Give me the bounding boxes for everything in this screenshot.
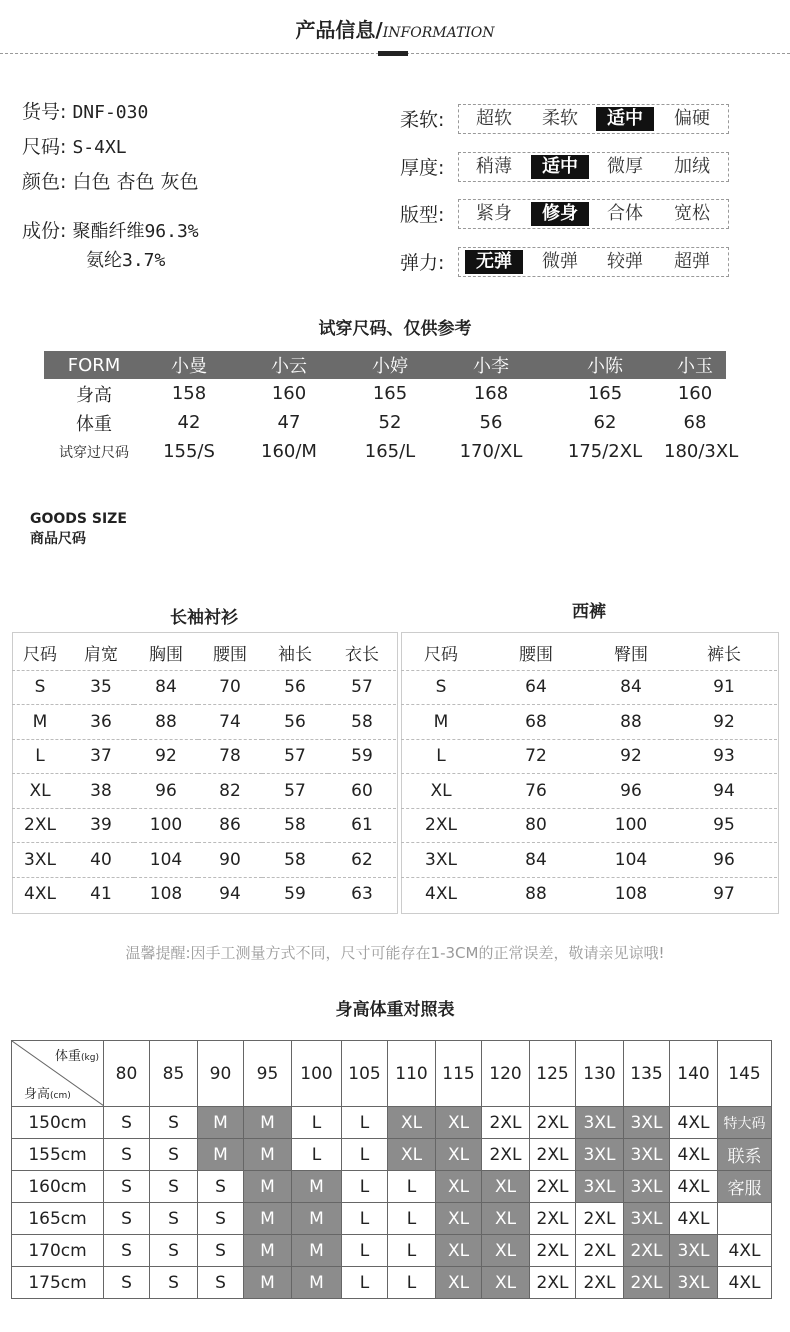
chart-size-cell: S xyxy=(150,1267,198,1299)
attribute-label: 厚度: xyxy=(400,157,445,179)
chart-size-cell: XL xyxy=(388,1139,436,1171)
chart-size-cell: S xyxy=(150,1107,198,1139)
tryon-cell: 165 xyxy=(372,383,408,404)
title-en: INFORMATION xyxy=(382,25,495,41)
chart-size-cell: L xyxy=(388,1203,436,1235)
shirt-header-cell: 腰围 xyxy=(213,645,247,666)
shirt-row xyxy=(12,670,396,705)
chart-size-cell: 4XL xyxy=(718,1235,772,1267)
shirt-value-cell: 82 xyxy=(198,774,262,809)
chart-weight-header: 80 xyxy=(104,1041,150,1107)
chart-size-cell: S xyxy=(198,1171,244,1203)
pants-value-cell: 84 xyxy=(591,670,671,705)
tryon-row xyxy=(44,379,726,408)
material-value-2: 氨纶3.7% xyxy=(86,250,166,271)
chart-row xyxy=(12,1203,772,1235)
goods-size-cn: 商品尺码 xyxy=(30,531,86,547)
attribute-scale xyxy=(458,152,729,182)
chart-size-cell: 2XL xyxy=(576,1235,624,1267)
attribute-scale xyxy=(458,247,729,277)
shirt-value-cell: 59 xyxy=(328,739,396,774)
shirt-size-cell: XL xyxy=(12,774,68,809)
shirt-value-cell: 35 xyxy=(68,670,134,705)
shirt-value-cell: 56 xyxy=(262,705,328,740)
chart-size-cell: S xyxy=(104,1107,150,1139)
attribute-scale xyxy=(458,104,729,134)
chart-size-cell: L xyxy=(292,1107,342,1139)
shirt-size-table xyxy=(12,636,396,911)
shirt-size-cell: 4XL xyxy=(12,877,68,911)
material-row xyxy=(22,216,199,243)
chart-size-cell: M xyxy=(244,1139,292,1171)
chart-size-cell: XL xyxy=(482,1267,530,1299)
pants-value-cell: 76 xyxy=(481,774,591,809)
corner-weight-text: 体重 xyxy=(55,1049,82,1064)
chart-size-cell: S xyxy=(150,1235,198,1267)
shirt-value-cell: 61 xyxy=(328,808,396,843)
chart-size-cell: M xyxy=(292,1267,342,1299)
attribute-option-selected: 适中 xyxy=(531,155,589,179)
shirt-size-cell: L xyxy=(12,739,68,774)
pants-header-cell: 裤长 xyxy=(707,645,741,666)
pants-row xyxy=(401,670,777,705)
material-label: 成份: xyxy=(22,220,67,242)
attribute-option: 加绒 xyxy=(674,156,710,177)
tryon-header-model: 小玉 xyxy=(664,351,726,379)
shirt-header-cell: 胸围 xyxy=(149,645,183,666)
chart-size-cell: XL xyxy=(388,1107,436,1139)
pants-size-cell: S xyxy=(401,670,481,705)
chart-size-cell: 3XL xyxy=(624,1171,670,1203)
chart-height-cell: 170cm xyxy=(12,1235,104,1267)
tryon-cell: 160 xyxy=(271,383,307,404)
pants-size-cell: L xyxy=(401,739,481,774)
attribute-option-selected: 适中 xyxy=(596,107,654,131)
tryon-header-model: 小曼 xyxy=(144,351,234,379)
tryon-cell: 56 xyxy=(479,412,503,433)
pants-value-cell: 100 xyxy=(591,808,671,843)
shirt-value-cell: 78 xyxy=(198,739,262,774)
pants-value-cell: 96 xyxy=(671,843,777,878)
size-row xyxy=(22,132,127,159)
chart-size-cell: 2XL xyxy=(530,1107,576,1139)
chart-size-cell: S xyxy=(150,1139,198,1171)
attribute-option: 超弹 xyxy=(674,251,710,272)
item-number-label: 货号: xyxy=(22,101,67,123)
attribute-option: 超软 xyxy=(476,108,512,129)
chart-size-cell: 2XL xyxy=(530,1171,576,1203)
shirt-value-cell: 62 xyxy=(328,843,396,878)
chart-size-cell: 2XL xyxy=(576,1203,624,1235)
chart-size-cell: 3XL xyxy=(670,1267,718,1299)
chart-weight-header: 145 xyxy=(718,1041,772,1107)
chart-size-cell: S xyxy=(198,1203,244,1235)
attribute-option: 稍薄 xyxy=(476,156,512,177)
shirt-value-cell: 58 xyxy=(262,843,328,878)
attribute-option: 微弹 xyxy=(542,251,578,272)
chart-size-cell: M xyxy=(244,1107,292,1139)
tryon-cell: 62 xyxy=(593,412,617,433)
chart-size-cell: 2XL xyxy=(482,1139,530,1171)
tryon-header-form: FORM xyxy=(44,351,144,379)
tryon-cell: 68 xyxy=(683,412,707,433)
shirt-value-cell: 86 xyxy=(198,808,262,843)
shirt-value-cell: 90 xyxy=(198,843,262,878)
shirt-size-cell: 2XL xyxy=(12,808,68,843)
attribute-label: 弹力: xyxy=(400,252,445,274)
chart-height-cell: 175cm xyxy=(12,1267,104,1299)
chart-size-cell: S xyxy=(150,1203,198,1235)
chart-size-cell: 客服 xyxy=(718,1171,772,1203)
tryon-row-label: 身高 xyxy=(76,384,112,406)
pants-row xyxy=(401,774,777,809)
shirt-title: 长袖衬衫 xyxy=(170,608,238,628)
chart-size-cell: 3XL xyxy=(576,1139,624,1171)
shirt-value-cell: 104 xyxy=(134,843,198,878)
attribute-option: 较弹 xyxy=(607,251,643,272)
chart-header-row xyxy=(12,1041,772,1107)
chart-weight-header: 130 xyxy=(576,1041,624,1107)
shirt-value-cell: 74 xyxy=(198,705,262,740)
material-value-1: 聚酯纤维96.3% xyxy=(72,221,199,242)
corner-weight-label xyxy=(55,1045,99,1064)
tryon-header-model: 小云 xyxy=(234,351,344,379)
shirt-value-cell: 37 xyxy=(68,739,134,774)
pants-value-cell: 93 xyxy=(671,739,777,774)
tryon-cell: 42 xyxy=(177,412,201,433)
chart-size-cell: M xyxy=(198,1139,244,1171)
chart-row xyxy=(12,1171,772,1203)
attribute-scale xyxy=(458,199,729,229)
chart-size-cell: 2XL xyxy=(530,1267,576,1299)
corner-weight-unit: (kg) xyxy=(81,1053,99,1063)
color-value: 白色 杏色 灰色 xyxy=(72,171,199,193)
chart-size-cell: XL xyxy=(436,1203,482,1235)
chart-size-cell: 4XL xyxy=(670,1107,718,1139)
chart-size-cell: L xyxy=(342,1171,388,1203)
attribute-option: 合体 xyxy=(607,203,643,224)
pants-header-cell: 臀围 xyxy=(614,645,648,666)
chart-size-cell: M xyxy=(244,1267,292,1299)
chart-size-cell: 2XL xyxy=(576,1267,624,1299)
pants-value-cell: 64 xyxy=(481,670,591,705)
tryon-cell: 165 xyxy=(587,383,623,404)
chart-size-cell: S xyxy=(104,1203,150,1235)
shirt-size-cell: 3XL xyxy=(12,843,68,878)
tryon-table xyxy=(44,351,739,466)
chart-size-cell: S xyxy=(104,1267,150,1299)
pants-header-cell: 腰围 xyxy=(519,645,553,666)
chart-size-cell: 4XL xyxy=(718,1267,772,1299)
item-number-row xyxy=(22,97,148,124)
chart-size-cell: 3XL xyxy=(576,1107,624,1139)
chart-size-cell: 3XL xyxy=(576,1171,624,1203)
pants-size-cell: 4XL xyxy=(401,877,481,911)
chart-size-cell: 2XL xyxy=(530,1235,576,1267)
pants-value-cell: 96 xyxy=(591,774,671,809)
chart-size-cell: 2XL xyxy=(530,1203,576,1235)
pants-row xyxy=(401,877,777,911)
shirt-header-cell: 衣长 xyxy=(345,645,379,666)
tryon-cell: 160 xyxy=(677,383,713,404)
shirt-header-cell: 袖长 xyxy=(278,645,312,666)
chart-size-cell: L xyxy=(342,1267,388,1299)
shirt-value-cell: 88 xyxy=(134,705,198,740)
chart-size-cell: S xyxy=(104,1171,150,1203)
chart-size-cell: M xyxy=(244,1171,292,1203)
chart-size-cell: M xyxy=(198,1107,244,1139)
chart-weight-header: 95 xyxy=(244,1041,292,1107)
chart-size-cell: 3XL xyxy=(624,1203,670,1235)
pants-header-row xyxy=(401,636,777,670)
chart-size-cell: 4XL xyxy=(670,1139,718,1171)
chart-height-cell: 155cm xyxy=(12,1139,104,1171)
chart-size-cell xyxy=(718,1203,772,1235)
chart-size-cell: 4XL xyxy=(670,1203,718,1235)
pants-value-cell: 95 xyxy=(671,808,777,843)
shirt-value-cell: 57 xyxy=(262,739,328,774)
tryon-cell: 158 xyxy=(171,383,207,404)
pants-value-cell: 84 xyxy=(481,843,591,878)
chart-row xyxy=(12,1267,772,1299)
color-row xyxy=(22,167,199,194)
shirt-header-cell: 肩宽 xyxy=(84,645,118,666)
chart-height-cell: 150cm xyxy=(12,1107,104,1139)
chart-size-cell: M xyxy=(244,1235,292,1267)
tryon-cell: 52 xyxy=(378,412,402,433)
chart-size-cell: XL xyxy=(436,1267,482,1299)
header-divider-mark xyxy=(378,51,408,56)
shirt-value-cell: 56 xyxy=(262,670,328,705)
chart-height-cell: 165cm xyxy=(12,1203,104,1235)
pants-title: 西裤 xyxy=(572,602,606,622)
chart-weight-header: 135 xyxy=(624,1041,670,1107)
tryon-row-label: 试穿过尺码 xyxy=(59,444,129,461)
shirt-header-row xyxy=(12,636,396,670)
shirt-value-cell: 59 xyxy=(262,877,328,911)
shirt-value-cell: 36 xyxy=(68,705,134,740)
corner-height-label xyxy=(24,1083,71,1102)
attribute-label: 版型: xyxy=(400,204,445,226)
pants-value-cell: 88 xyxy=(591,705,671,740)
chart-corner-cell xyxy=(12,1041,104,1107)
chart-size-cell: L xyxy=(342,1235,388,1267)
shirt-value-cell: 58 xyxy=(328,705,396,740)
attribute-label: 柔软: xyxy=(400,109,445,131)
chart-size-cell: 联系 xyxy=(718,1139,772,1171)
pants-value-cell: 104 xyxy=(591,843,671,878)
pants-size-cell: 3XL xyxy=(401,843,481,878)
pants-size-cell: M xyxy=(401,705,481,740)
shirt-value-cell: 70 xyxy=(198,670,262,705)
shirt-value-cell: 108 xyxy=(134,877,198,911)
attribute-option: 紧身 xyxy=(476,203,512,224)
shirt-value-cell: 38 xyxy=(68,774,134,809)
attribute-option-selected: 修身 xyxy=(531,202,589,226)
attribute-option: 微厚 xyxy=(607,156,643,177)
tryon-row xyxy=(44,437,726,466)
goods-size-heading xyxy=(30,509,127,549)
material-row-2 xyxy=(86,246,165,272)
pants-value-cell: 80 xyxy=(481,808,591,843)
chart-row xyxy=(12,1107,772,1139)
shirt-value-cell: 39 xyxy=(68,808,134,843)
shirt-value-cell: 92 xyxy=(134,739,198,774)
shirt-row xyxy=(12,705,396,740)
pants-row xyxy=(401,705,777,740)
chart-size-cell: XL xyxy=(482,1171,530,1203)
shirt-value-cell: 60 xyxy=(328,774,396,809)
chart-size-cell: 3XL xyxy=(624,1107,670,1139)
shirt-row xyxy=(12,739,396,774)
chart-size-cell: S xyxy=(150,1171,198,1203)
chart-weight-header: 90 xyxy=(198,1041,244,1107)
chart-weight-header: 100 xyxy=(292,1041,342,1107)
chart-size-cell: 2XL xyxy=(530,1139,576,1171)
chart-size-cell: M xyxy=(292,1203,342,1235)
tryon-row-label: 体重 xyxy=(76,413,112,435)
chart-size-cell: L xyxy=(342,1203,388,1235)
goods-size-en: GOODS SIZE xyxy=(30,511,127,527)
tryon-header-model: 小婷 xyxy=(344,351,436,379)
size-label: 尺码: xyxy=(22,136,67,158)
tryon-cell: 165/L xyxy=(364,441,416,462)
tryon-cell: 168 xyxy=(473,383,509,404)
chart-size-cell: 3XL xyxy=(624,1139,670,1171)
chart-weight-header: 125 xyxy=(530,1041,576,1107)
chart-size-cell: L xyxy=(388,1267,436,1299)
attribute-option-selected: 无弹 xyxy=(465,250,523,274)
chart-size-cell: S xyxy=(104,1235,150,1267)
pants-value-cell: 68 xyxy=(481,705,591,740)
chart-size-cell: M xyxy=(292,1171,342,1203)
height-weight-table xyxy=(11,1040,772,1299)
tryon-title: 试穿尺码、仅供参考 xyxy=(318,319,472,339)
chart-title: 身高体重对照表 xyxy=(335,1000,455,1020)
chart-size-cell: 特大码 xyxy=(718,1107,772,1139)
shirt-value-cell: 96 xyxy=(134,774,198,809)
chart-size-cell: 3XL xyxy=(670,1235,718,1267)
chart-size-cell: L xyxy=(342,1107,388,1139)
tryon-cell: 47 xyxy=(277,412,301,433)
chart-size-cell: L xyxy=(388,1171,436,1203)
pants-size-cell: 2XL xyxy=(401,808,481,843)
chart-row xyxy=(12,1235,772,1267)
chart-size-cell: 2XL xyxy=(624,1235,670,1267)
chart-size-cell: XL xyxy=(436,1235,482,1267)
chart-size-cell: L xyxy=(342,1139,388,1171)
color-label: 颜色: xyxy=(22,171,67,193)
shirt-row xyxy=(12,877,396,911)
chart-weight-header: 85 xyxy=(150,1041,198,1107)
size-value: S-4XL xyxy=(72,137,127,158)
tryon-header-model: 小陈 xyxy=(546,351,664,379)
shirt-value-cell: 58 xyxy=(262,808,328,843)
chart-height-cell: 160cm xyxy=(12,1171,104,1203)
chart-weight-header: 120 xyxy=(482,1041,530,1107)
pants-row xyxy=(401,808,777,843)
pants-value-cell: 72 xyxy=(481,739,591,774)
tryon-cell: 155/S xyxy=(163,441,215,462)
chart-size-cell: S xyxy=(198,1267,244,1299)
chart-size-cell: XL xyxy=(436,1171,482,1203)
chart-size-cell: S xyxy=(104,1139,150,1171)
pants-row xyxy=(401,843,777,878)
shirt-value-cell: 100 xyxy=(134,808,198,843)
shirt-value-cell: 84 xyxy=(134,670,198,705)
tryon-row xyxy=(44,408,726,437)
pants-value-cell: 94 xyxy=(671,774,777,809)
chart-size-cell: 4XL xyxy=(670,1171,718,1203)
chart-size-cell: 2XL xyxy=(482,1107,530,1139)
chart-weight-header: 105 xyxy=(342,1041,388,1107)
shirt-header-cell: 尺码 xyxy=(23,645,57,666)
page-title xyxy=(0,14,790,43)
attribute-option: 偏硬 xyxy=(674,108,710,129)
chart-size-cell: XL xyxy=(482,1203,530,1235)
pants-value-cell: 108 xyxy=(591,877,671,911)
shirt-value-cell: 40 xyxy=(68,843,134,878)
pants-header-cell: 尺码 xyxy=(424,645,458,666)
measurement-note: 温馨提醒:因手工测量方式不同，尺寸可能存在1-3CM的正常误差，敬请亲见谅哦! xyxy=(125,944,665,962)
chart-size-cell: 2XL xyxy=(624,1267,670,1299)
chart-size-cell: S xyxy=(198,1235,244,1267)
chart-size-cell: L xyxy=(388,1235,436,1267)
chart-weight-header: 110 xyxy=(388,1041,436,1107)
chart-row xyxy=(12,1139,772,1171)
corner-height-unit: (cm) xyxy=(50,1091,71,1101)
attribute-option: 宽松 xyxy=(674,203,710,224)
chart-weight-header: 115 xyxy=(436,1041,482,1107)
pants-row xyxy=(401,739,777,774)
chart-size-cell: L xyxy=(292,1139,342,1171)
tryon-cell: 175/2XL xyxy=(567,441,643,462)
pants-value-cell: 92 xyxy=(591,739,671,774)
shirt-value-cell: 57 xyxy=(328,670,396,705)
shirt-value-cell: 41 xyxy=(68,877,134,911)
tryon-cell: 180/3XL xyxy=(664,441,739,462)
title-cn: 产品信息/ xyxy=(295,18,383,42)
pants-size-table xyxy=(401,636,777,911)
corner-height-text: 身高 xyxy=(24,1087,51,1102)
chart-size-cell: XL xyxy=(482,1235,530,1267)
shirt-value-cell: 94 xyxy=(198,877,262,911)
pants-size-cell: XL xyxy=(401,774,481,809)
chart-size-cell: M xyxy=(292,1235,342,1267)
attribute-option: 柔软 xyxy=(542,108,578,129)
item-number-value: DNF-030 xyxy=(72,102,149,123)
shirt-size-cell: S xyxy=(12,670,68,705)
tryon-cell: 170/XL xyxy=(459,441,523,462)
chart-size-cell: XL xyxy=(436,1139,482,1171)
shirt-row xyxy=(12,843,396,878)
tryon-header-model: 小李 xyxy=(436,351,546,379)
tryon-cell: 160/M xyxy=(261,441,317,462)
chart-size-cell: XL xyxy=(436,1107,482,1139)
shirt-row xyxy=(12,774,396,809)
pants-value-cell: 92 xyxy=(671,705,777,740)
chart-weight-header: 140 xyxy=(670,1041,718,1107)
shirt-value-cell: 57 xyxy=(262,774,328,809)
pants-value-cell: 97 xyxy=(671,877,777,911)
shirt-value-cell: 63 xyxy=(328,877,396,911)
shirt-size-cell: M xyxy=(12,705,68,740)
pants-value-cell: 88 xyxy=(481,877,591,911)
pants-value-cell: 91 xyxy=(671,670,777,705)
chart-size-cell: M xyxy=(244,1203,292,1235)
shirt-row xyxy=(12,808,396,843)
